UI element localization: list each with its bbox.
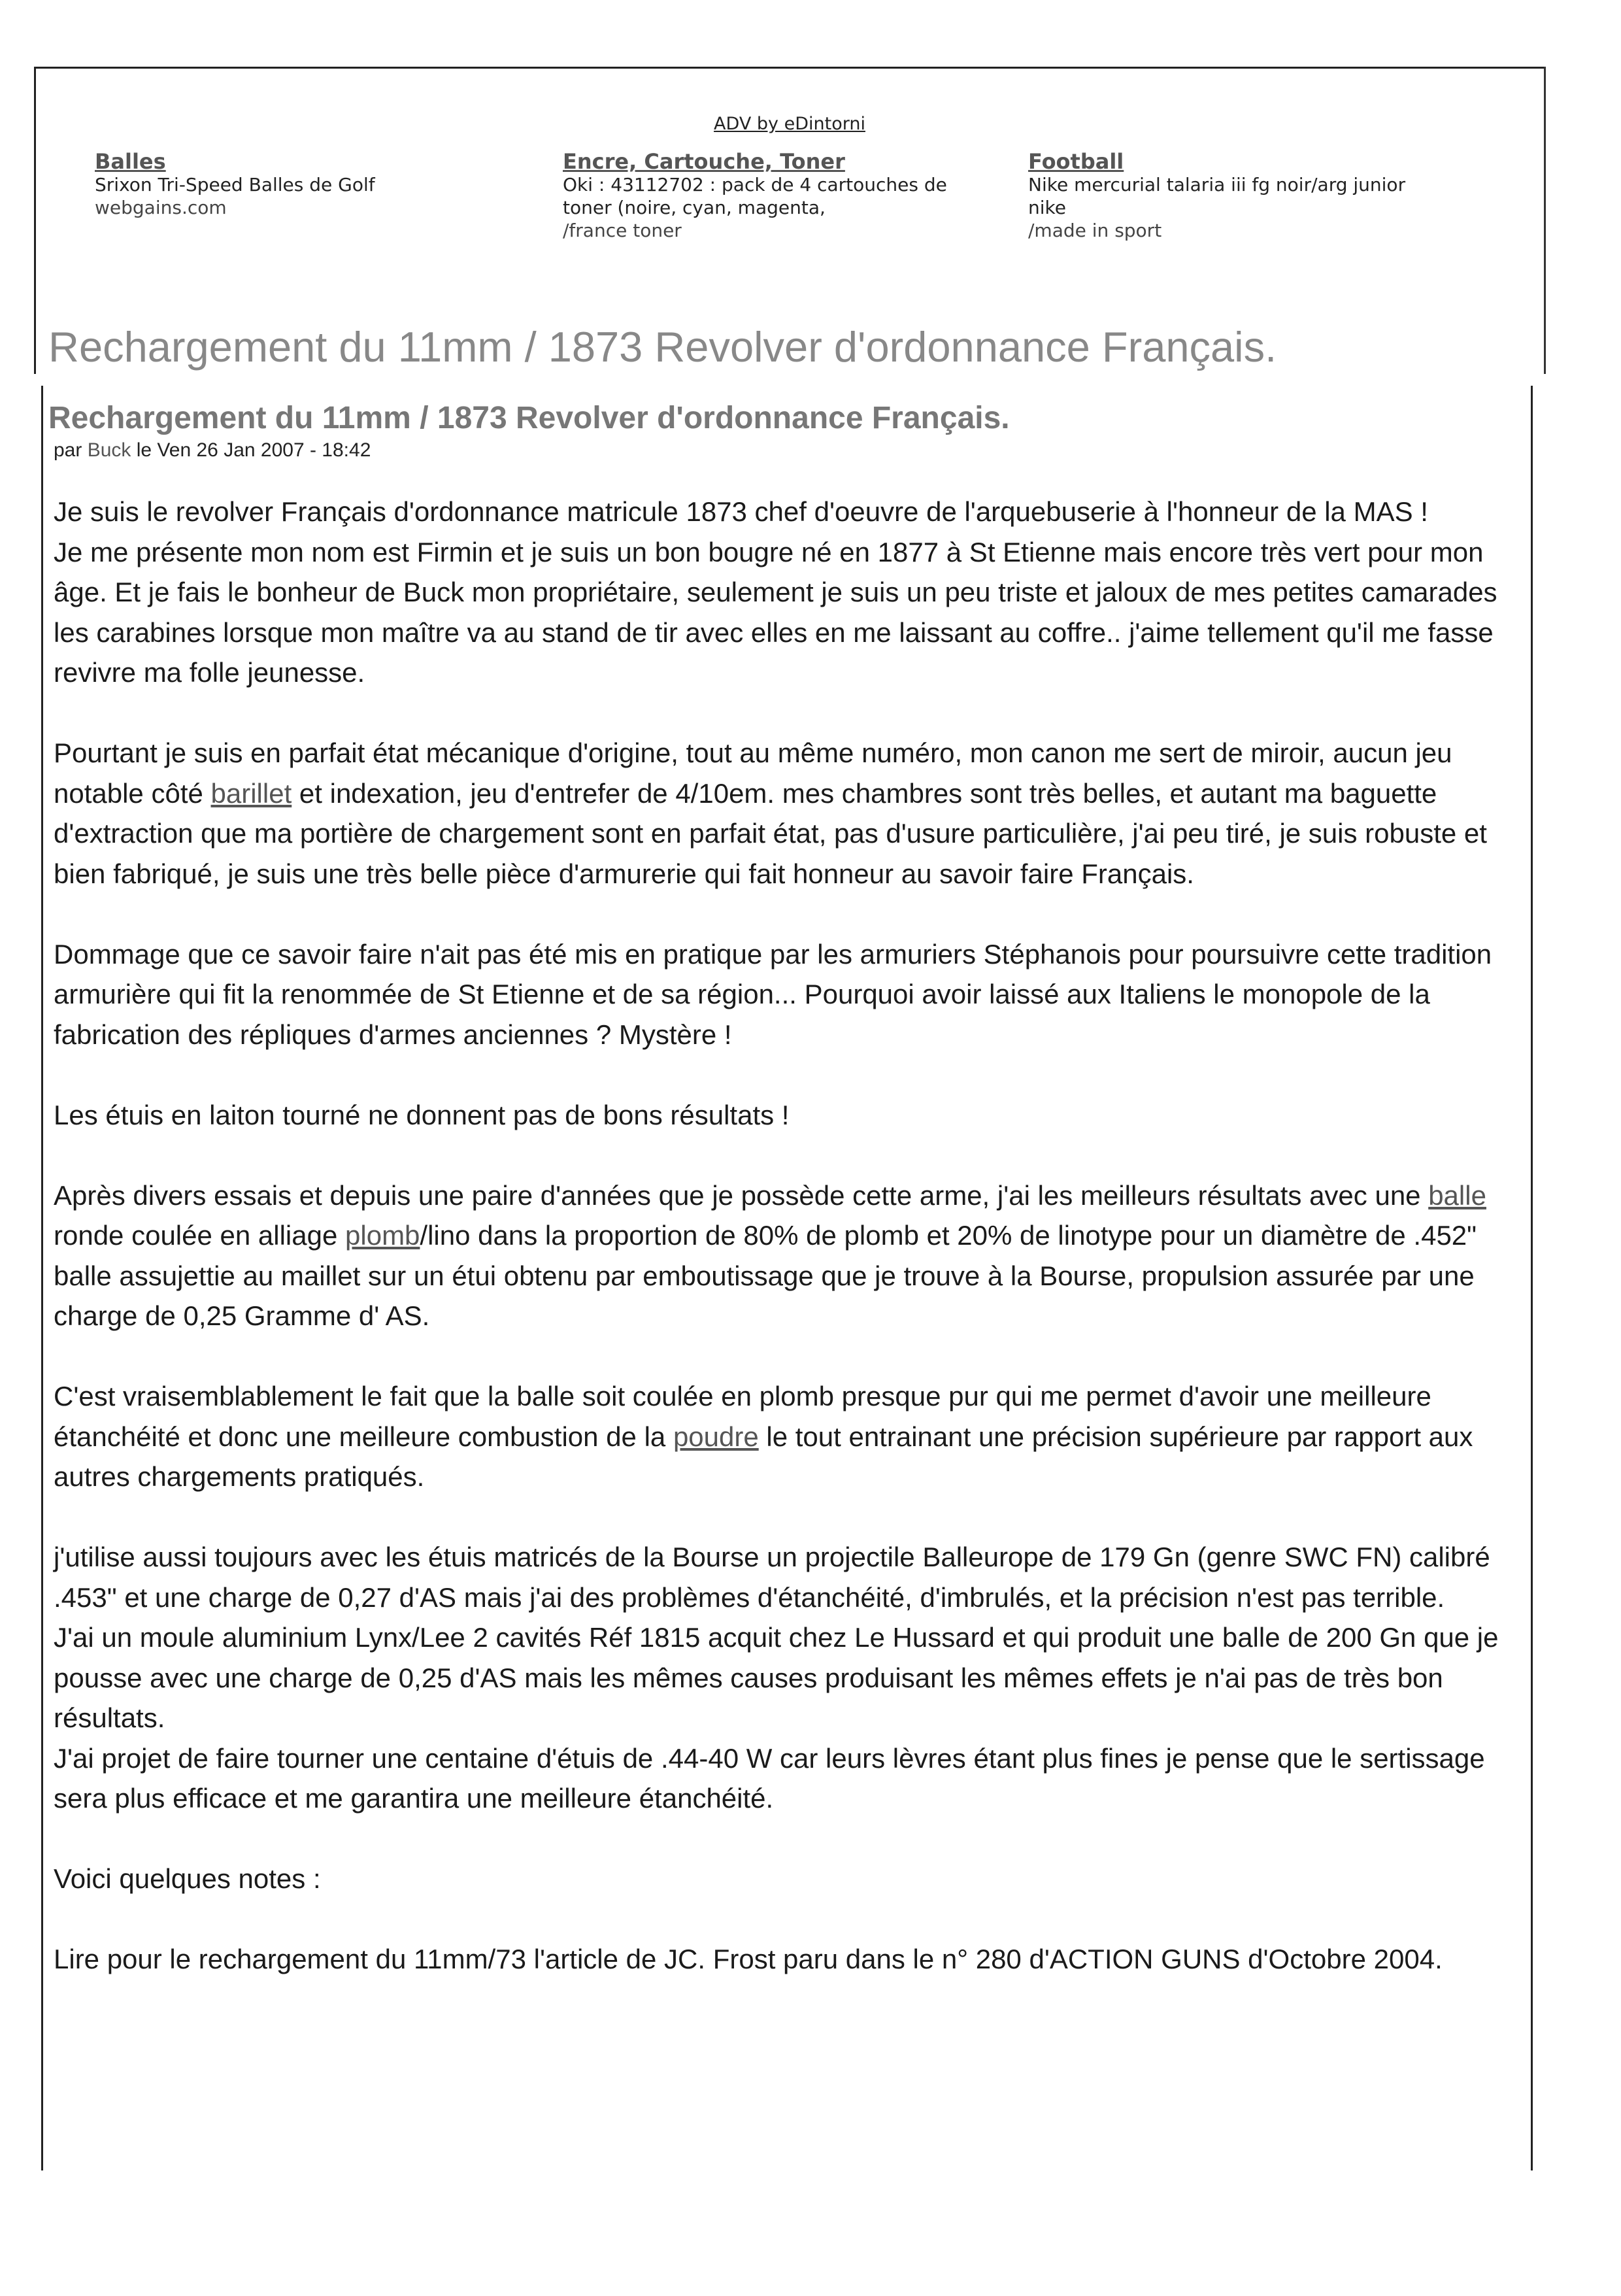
paragraph bbox=[54, 1376, 1524, 1497]
ad-description: Srixon Tri-Speed Balles de Golf bbox=[95, 174, 375, 195]
ad-item-football[interactable] bbox=[1028, 150, 1512, 242]
ad-item-encre[interactable] bbox=[563, 150, 1046, 242]
page-title: Rechargement du 11mm / 1873 Revolver d'ordonnance Français. bbox=[48, 323, 1277, 371]
paragraph: Les étuis en laiton tourné ne donnent pas de bons résultats ! bbox=[54, 1099, 790, 1130]
ad-description: Nike mercurial talaria iii fg noir/arg junior bbox=[1028, 174, 1406, 195]
ad-source: /made in sport bbox=[1028, 220, 1162, 241]
paragraph: j'utilise aussi toujours avec les étuis matricés de la Bourse un projectile Balleurope de 179 Gn (genre SWC FN) calibré .453" et une charge de 0,27 d'AS mais j'ai des problèmes d'étanchéité, d'imbrulés, et la précision n'est pas terrible. bbox=[54, 1542, 1490, 1613]
ad-title[interactable]: Encre, Cartouche, Toner bbox=[563, 149, 845, 174]
ad-source: /france toner bbox=[563, 220, 682, 241]
ad-description: toner (noire, cyan, magenta, bbox=[563, 197, 826, 218]
link-plomb[interactable]: plomb bbox=[345, 1220, 420, 1251]
article-body bbox=[54, 492, 1524, 2019]
ad-header[interactable]: ADV by eDintorni bbox=[714, 114, 865, 134]
article-title: Rechargement du 11mm / 1873 Revolver d'ordonnance Français. bbox=[48, 401, 1010, 435]
byline bbox=[54, 439, 371, 462]
paragraph-text: ronde coulée en alliage bbox=[54, 1220, 346, 1251]
paragraph: J'ai un moule aluminium Lynx/Lee 2 cavités Réf 1815 acquit chez Le Hussard et qui produit une balle de 200 Gn que je pousse avec une charge de 0,25 d'AS mais les mêmes causes produisant les mêmes effets je n'ai pas de très bon résultats. bbox=[54, 1622, 1499, 1733]
paragraph-text: et indexation, jeu d'entrefer de 4/10em. mes chambres sont très belles, et autant ma baguette d'extraction que ma portière de chargement sont en parfait état, pas d'usure particulière, j'ai peu tiré, je suis robuste et bien fabriqué, je suis une très belle pièce d'armurerie qui fait honneur au savoir faire Français. bbox=[54, 777, 1487, 889]
paragraph-text: Après divers essais et depuis une paire d'années que je possède cette arme, j'ai les meilleurs résultats avec une bbox=[54, 1179, 1429, 1211]
ad-title[interactable]: Football bbox=[1028, 149, 1124, 174]
ad-description: Oki : 43112702 : pack de 4 cartouches de bbox=[563, 174, 947, 195]
paragraph-text: /lino dans la proportion de 80% de plomb et 20% de linotype pour un diamètre de .452" balle assujettie au maillet sur un étui obtenu par emboutissage que je trouve à la Bourse, propulsion assurée par une charge de 0,25 Gramme d' AS. bbox=[54, 1220, 1477, 1331]
paragraph-text: C'est vraisemblablement le fait que la balle soit coulée en plomb presque pur qui me permet d'avoir une meilleure étanchéité et donc une meilleure combustion de la bbox=[54, 1381, 1431, 1452]
paragraph: Voici quelques notes : bbox=[54, 1863, 321, 1894]
author-link[interactable]: Buck bbox=[87, 439, 131, 461]
paragraph: Je suis le revolver Français d'ordonnance matricule 1873 chef d'oeuvre de l'arquebuserie à l'honneur de la MAS ! bbox=[54, 496, 1428, 527]
link-barillet[interactable]: barillet bbox=[210, 777, 292, 809]
ad-title[interactable]: Balles bbox=[95, 149, 166, 174]
paragraph: J'ai projet de faire tourner une centaine d'étuis de .44-40 W car leurs lèvres étant plus fines je pense que le sertissage sera plus efficace et me garantira une meilleure étanchéité. bbox=[54, 1742, 1485, 1814]
article-left-border bbox=[41, 386, 43, 2170]
paragraph: Lire pour le rechargement du 11mm/73 l'article de JC. Frost paru dans le n° 280 d'ACTION GUNS d'Octobre 2004. bbox=[54, 1944, 1443, 1974]
post-date: le Ven 26 Jan 2007 - 18:42 bbox=[136, 439, 371, 461]
paragraph: Dommage que ce savoir faire n'ait pas été mis en pratique par les armuriers Stéphanois pour poursuivre cette tradition armurière qui fit la renommée de St Etienne et de sa région... Pourquoi avoir laissé aux Italiens le monopole de la fabrication des répliques d'armes anciennes ? Mystère ! bbox=[54, 938, 1492, 1050]
paragraph bbox=[54, 733, 1524, 894]
paragraph-text: Pourtant je suis en parfait état mécanique d'origine, tout au même numéro, mon canon me sert de miroir, aucun jeu notable côté bbox=[54, 737, 1452, 809]
article-right-border bbox=[1531, 386, 1533, 2170]
byline-prefix: par bbox=[54, 439, 82, 461]
paragraph: Je me présente mon nom est Firmin et je suis un bon bougre né en 1877 à St Etienne mais encore très vert pour mon âge. Et je fais le bonheur de Buck mon propriétaire, seulement je suis un peu triste et jaloux de mes petites camarades les carabines lorsque mon maître va au stand de tir avec elles en me laissant au coffre.. j'aime tellement qu'il me fasse revivre ma folle jeunesse. bbox=[54, 536, 1497, 688]
ad-item-balles[interactable] bbox=[95, 150, 500, 219]
ad-banner bbox=[34, 67, 1545, 315]
link-poudre[interactable]: poudre bbox=[673, 1421, 759, 1452]
paragraph bbox=[54, 1175, 1524, 1336]
link-balle[interactable]: balle bbox=[1428, 1179, 1486, 1211]
ad-description: nike bbox=[1028, 197, 1066, 218]
ad-source: webgains.com bbox=[95, 197, 227, 218]
paragraph-text: le tout entrainant une précision supérieure par rapport aux autres chargements pratiqués. bbox=[54, 1421, 1473, 1492]
